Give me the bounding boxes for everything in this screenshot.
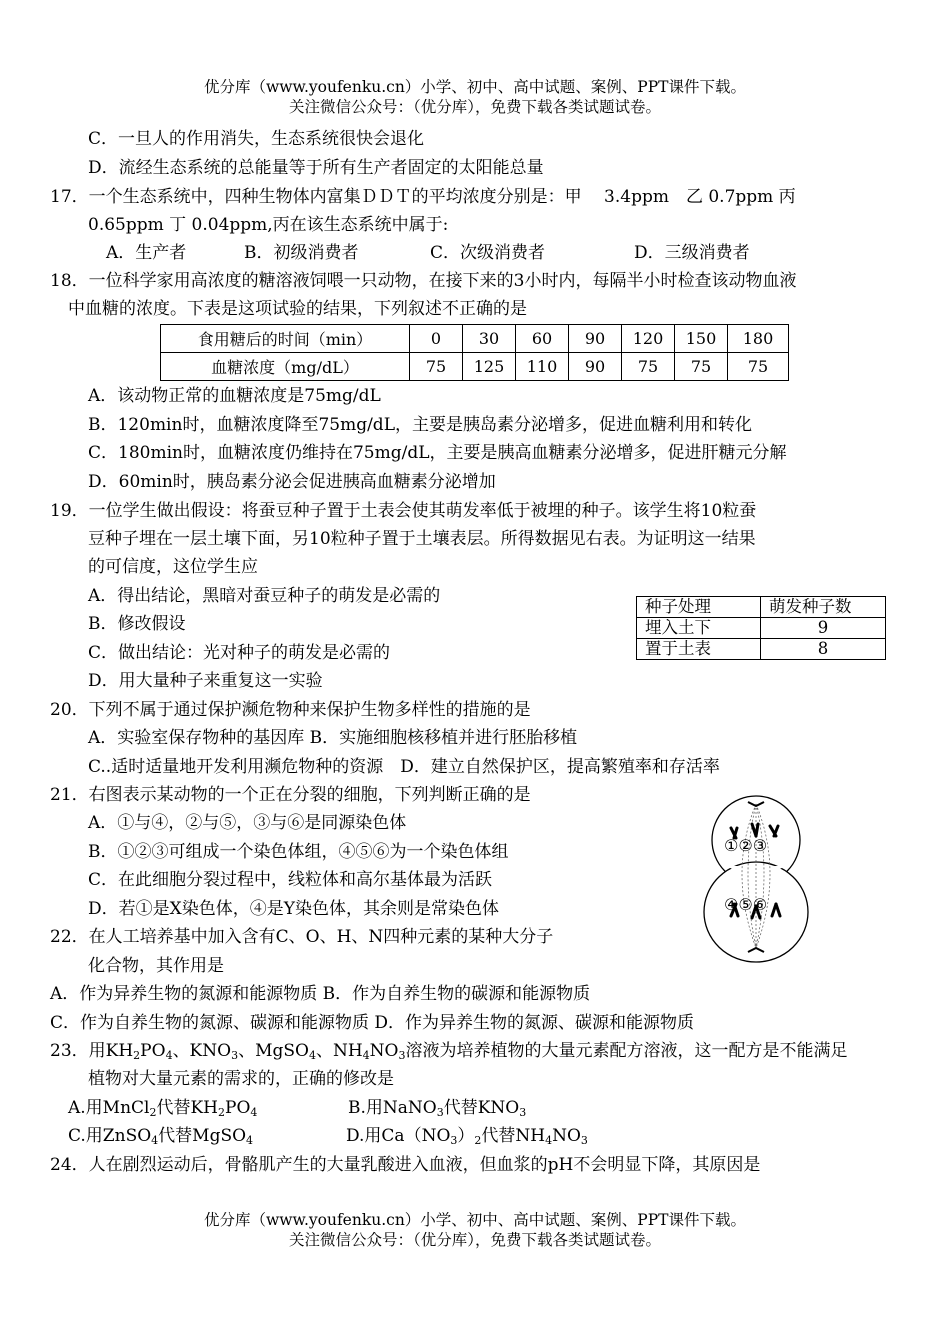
q18-option-d: D．60min时，胰岛素分泌会促进胰高血糖素分泌增加	[88, 472, 496, 492]
q19-stem-line-3: 的可信度，这位学生应	[88, 557, 258, 577]
q20-options-ab: A．实验室保存物种的基因库 B．实施细胞核移植并进行胚胎移植	[88, 728, 578, 748]
table-row	[161, 325, 789, 353]
q23-stem-line-1: 23．用$KH_2PO_4$、$KNO_3$、MgSO$_4$、$NH_4NO_3$溶液为培养植物的大量元素配方溶液，这一配方是不能满足	[50, 1041, 848, 1062]
q20-stem: 20．下列不属于通过保护濒危物种来保护生物多样性的措施的是	[50, 700, 531, 720]
q22-stem-line-1: 22．在人工培养基中加入含有C、O、H、N四种元素的某种大分子	[50, 927, 554, 947]
table-cell: 8	[761, 639, 886, 660]
table-cell: 9	[761, 618, 886, 639]
table-cell: 120	[622, 325, 675, 353]
table-cell: 30	[463, 325, 516, 353]
q17-stem-line-1: 17．一个生态系统中，四种生物体内富集ＤＤＴ的平均浓度分别是：甲 3.4ppm 乙 0.7ppm 丙	[50, 187, 796, 207]
dividing-cell-figure	[698, 792, 816, 964]
q22-options-cd: C．作为自养生物的氮源、碳源和能源物质 D．作为异养生物的氮源、碳源和能源物质	[50, 1013, 695, 1033]
table-row	[161, 353, 789, 381]
footer-line-1: 优分库（www.youfenku.cn）小学、初中、高中试题、案例、PPT课件下载。	[203, 1211, 747, 1229]
q23-option-c: C.用ZnSO$_4$代替MgSO$_4$	[68, 1126, 254, 1147]
q19-stem-line-1: 19．一位学生做出假设：将蚕豆种子置于土表会使其萌发率低于被埋的种子。该学生将10粒蚕	[50, 501, 757, 521]
q19-option-a: A．得出结论，黑暗对蚕豆种子的萌发是必需的	[88, 586, 441, 606]
q18-blood-sugar-table	[160, 324, 789, 381]
q20-options-cd: C..适时适量地开发利用濒危物种的资源 D．建立自然保护区，提高繁殖率和存活率	[88, 757, 720, 777]
q19-option-c: C．做出结论：光对种子的萌发是必需的	[88, 643, 391, 663]
figure-top-labels: ①②③	[724, 836, 768, 855]
q24-stem: 24．人在剧烈运动后，骨骼肌产生的大量乳酸进入血液，但血浆的pH不会明显下降，其原因是	[50, 1155, 761, 1175]
q19-option-d: D．用大量种子来重复这一实验	[88, 671, 323, 691]
table-cell-label: 食用糖后的时间（min）	[161, 325, 410, 353]
q21-option-c: C．在此细胞分裂过程中，线粒体和高尔基体最为活跃	[88, 870, 493, 890]
q23-option-a: A.用MnCl$_2$代替$KH_2PO_4$	[68, 1098, 258, 1119]
table-cell: 置于土表	[637, 639, 761, 660]
q17-option-a: A．生产者	[106, 243, 187, 263]
header-line-1: 优分库（www.youfenku.cn）小学、初中、高中试题、案例、PPT课件下载。	[203, 78, 747, 96]
q17-option-b: B．初级消费者	[244, 243, 359, 263]
table-cell: 90	[569, 325, 622, 353]
q18-option-a: A．该动物正常的血糖浓度是75mg/dL	[88, 386, 381, 406]
q17-stem-line-2: 0.65ppm 丁 0.04ppm,丙在该生态系统中属于:	[88, 215, 449, 235]
q23-option-b: B.用NaNO$_3$代替$KNO_3$	[348, 1098, 527, 1119]
header-line-2: 关注微信公众号：（优分库），免费下载各类试题试卷。	[288, 98, 661, 116]
table-header-cell: 种子处理	[637, 597, 761, 618]
q18-stem-line-2: 中血糖的浓度。下表是这项试验的结果，下列叙述不正确的是	[68, 299, 527, 319]
table-cell: 75	[410, 353, 463, 381]
table-cell: 110	[516, 353, 569, 381]
footer-line-2: 关注微信公众号：（优分库），免费下载各类试题试卷。	[288, 1231, 661, 1249]
q18-option-c: C．180min时，血糖浓度仍维持在75mg/dL，主要是胰高血糖素分泌增多，促进肝糖元分解	[88, 443, 787, 463]
q17-option-c: C．次级消费者	[430, 243, 546, 263]
q17-option-d: D．三级消费者	[634, 243, 750, 263]
q23-stem-line-2: 植物对大量元素的需求的，正确的修改是	[88, 1069, 394, 1089]
q21-option-a: A．①与④，②与⑤，③与⑥是同源染色体	[88, 813, 407, 833]
table-cell: 0	[410, 325, 463, 353]
figure-bottom-labels: ④⑤⑥	[724, 895, 768, 914]
q16-option-c: C．一旦人的作用消失，生态系统很快会退化	[88, 129, 425, 149]
q21-option-b: B．①②③可组成一个染色体组，④⑤⑥为一个染色体组	[88, 842, 509, 862]
table-cell: 125	[463, 353, 516, 381]
table-cell: 90	[569, 353, 622, 381]
q19-stem-line-2: 豆种子埋在一层土壤下面，另10粒种子置于土壤表层。所得数据见右表。为证明这一结果	[88, 529, 756, 549]
table-cell: 150	[675, 325, 728, 353]
table-header-cell: 萌发种子数	[761, 597, 886, 618]
table-row	[637, 618, 886, 639]
q21-stem: 21．右图表示某动物的一个正在分裂的细胞，下列判断正确的是	[50, 785, 531, 805]
table-cell-label: 血糖浓度（mg/dL）	[161, 353, 410, 381]
q23-option-d: D.用$Ca(NO_3)_2$代替$NH_4NO_3$	[346, 1126, 588, 1147]
q16-option-d: D．流经生态系统的总能量等于所有生产者固定的太阳能总量	[88, 158, 544, 178]
q21-option-d: D．若①是X染色体，④是Y染色体，其余则是常染色体	[88, 899, 499, 919]
table-cell: 75	[675, 353, 728, 381]
q22-stem-line-2: 化合物，其作用是	[88, 956, 224, 976]
q19-option-b: B．修改假设	[88, 614, 186, 634]
table-cell: 75	[622, 353, 675, 381]
q22-options-ab: A．作为异养生物的氮源和能源物质 B．作为自养生物的碳源和能源物质	[50, 984, 591, 1004]
table-row	[637, 639, 886, 660]
q18-option-b: B．120min时，血糖浓度降至75mg/dL，主要是胰岛素分泌增多，促进血糖利用和转化	[88, 415, 752, 435]
table-row	[637, 597, 886, 618]
table-cell: 埋入土下	[637, 618, 761, 639]
q19-seed-table	[636, 596, 886, 660]
table-cell: 60	[516, 325, 569, 353]
table-cell: 180	[728, 325, 789, 353]
table-cell: 75	[728, 353, 789, 381]
q18-stem-line-1: 18．一位科学家用高浓度的糖溶液饲喂一只动物，在接下来的3小时内，每隔半小时检查该动物血液	[50, 271, 797, 291]
